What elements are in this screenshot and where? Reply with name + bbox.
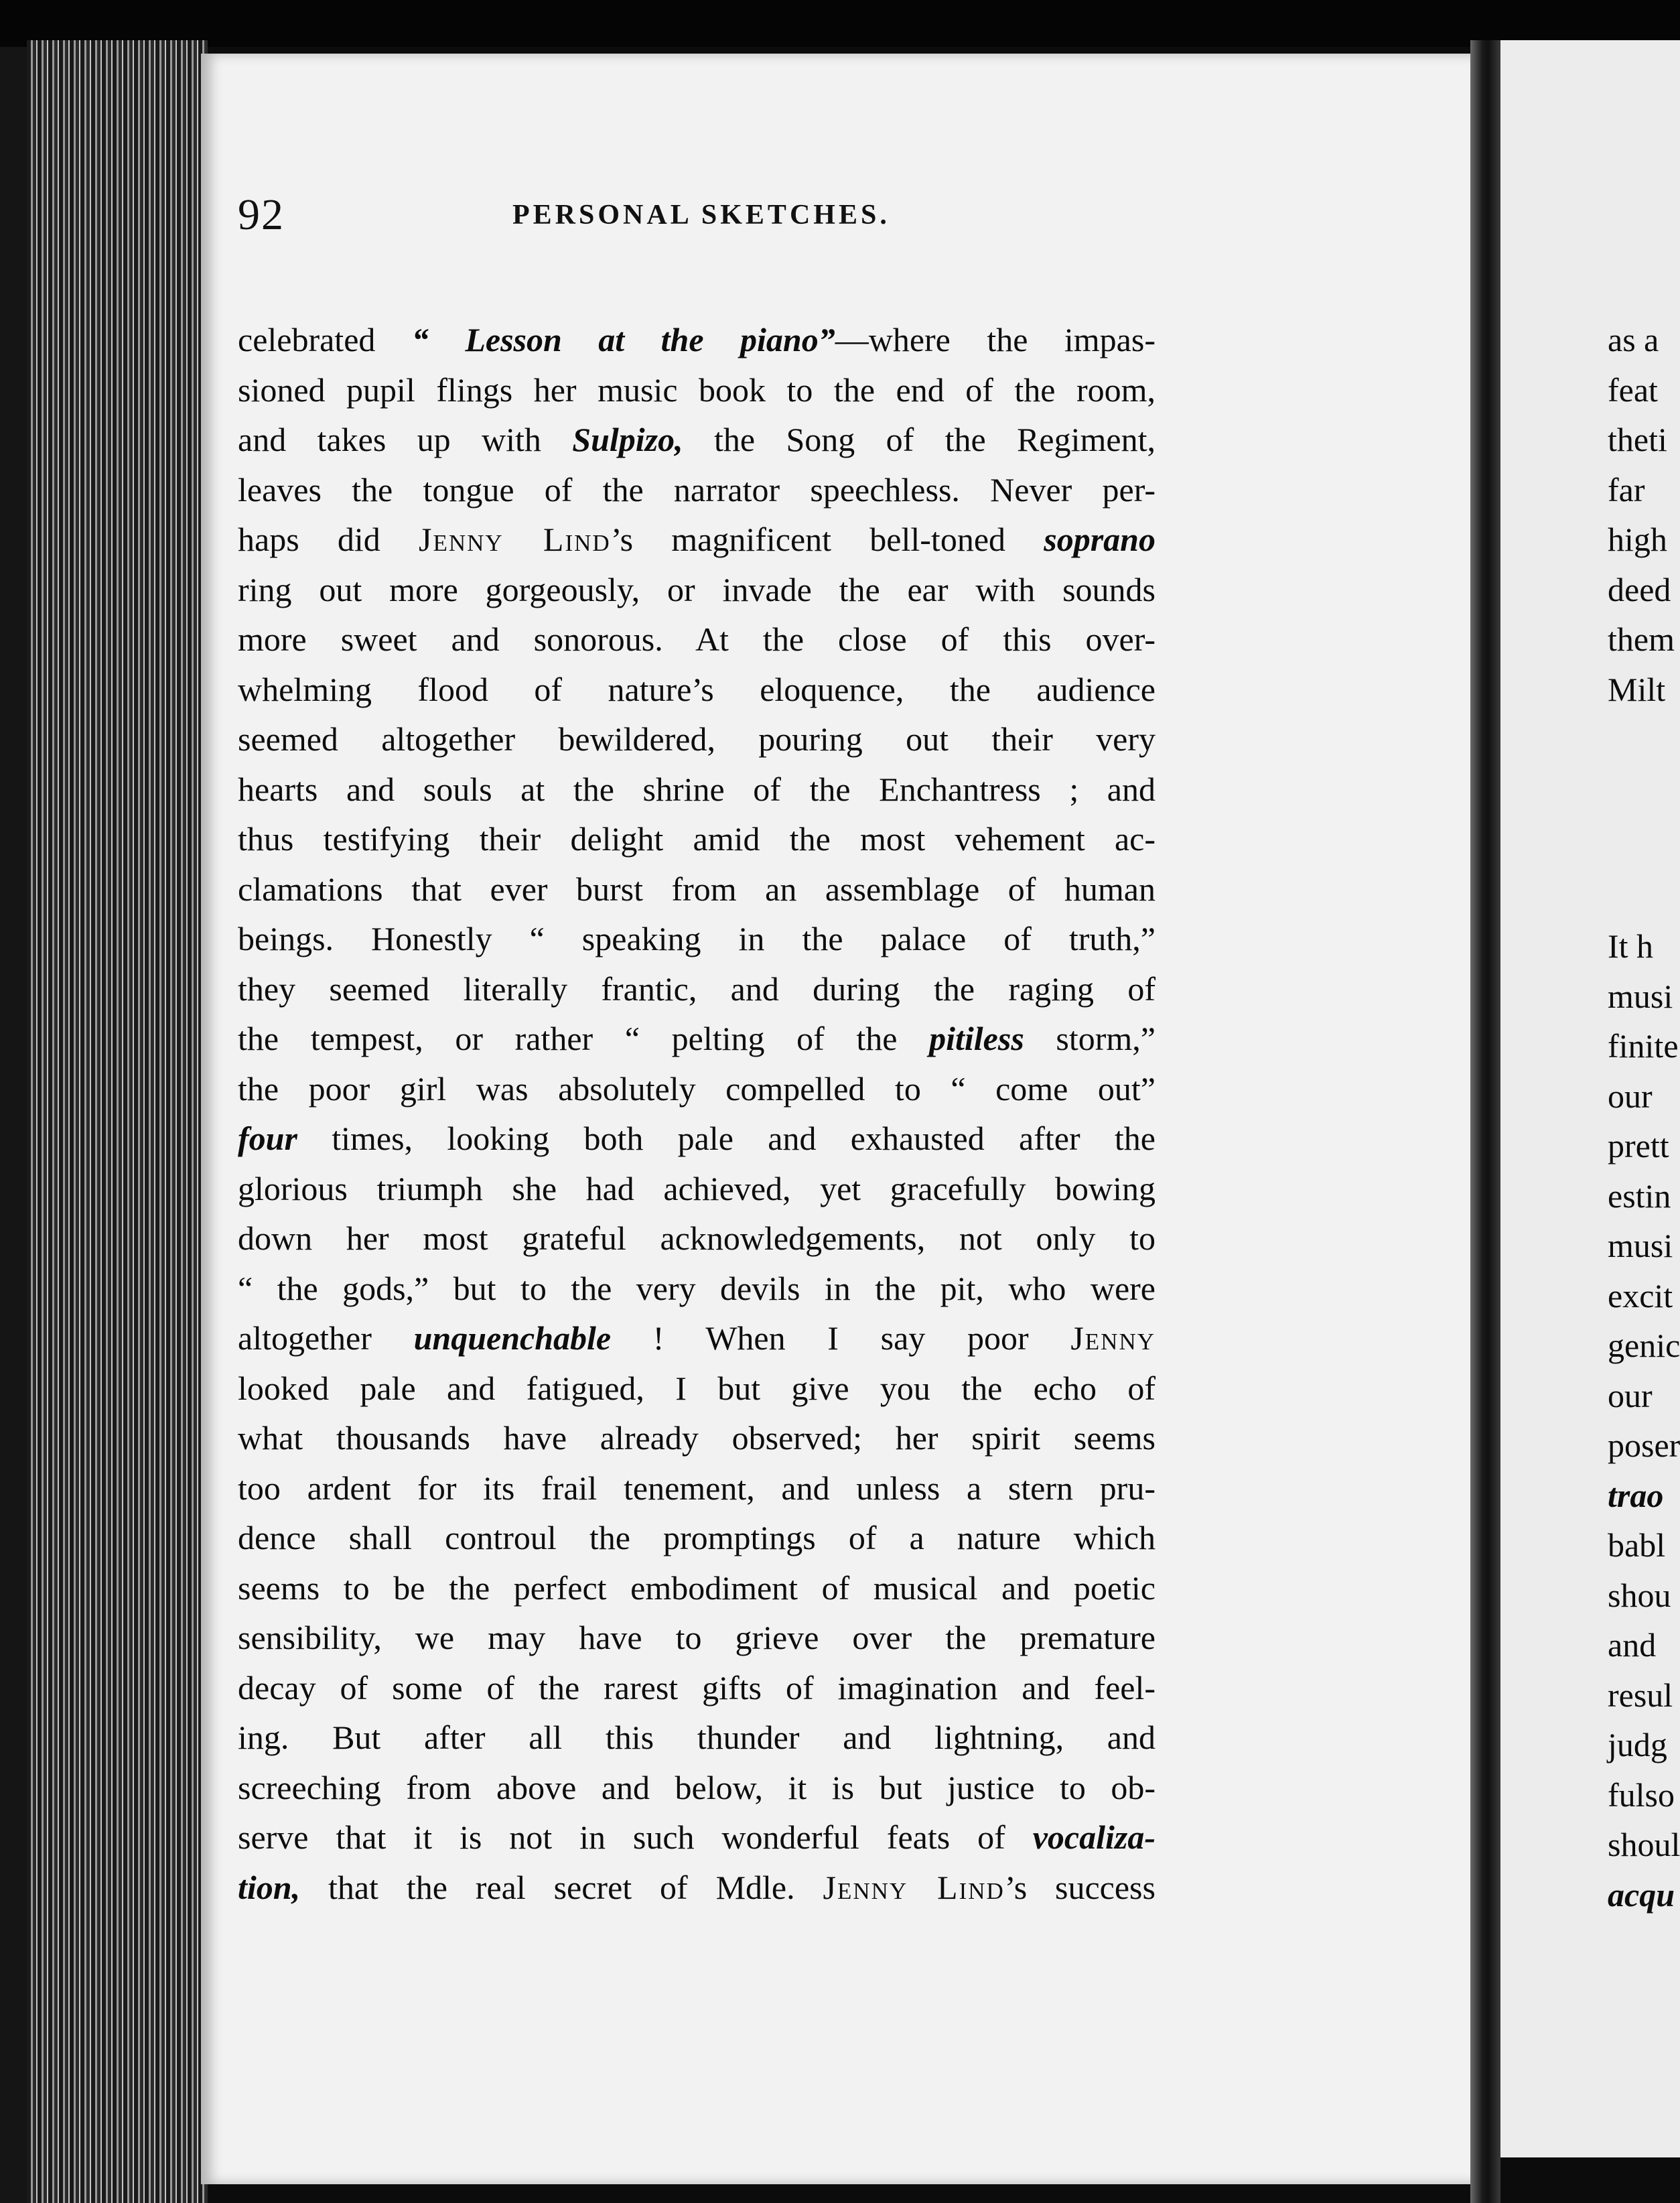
text-segment: thus testifying their delight amid the most vehement ac- xyxy=(238,820,1156,858)
facing-text-line: resul xyxy=(1608,1676,1673,1714)
text-line xyxy=(238,565,1156,615)
facing-text-line: and xyxy=(1608,1626,1657,1664)
text-segment: sioned pupil flings her music book to the end of the room, xyxy=(238,371,1156,409)
text-line xyxy=(238,914,1156,964)
facing-text-line: acqu xyxy=(1608,1875,1675,1914)
text-segment: times, looking both pale and exhausted after the xyxy=(297,1120,1156,1157)
page-header xyxy=(238,190,1176,263)
text-segment: Jenny Lind xyxy=(823,1868,1005,1906)
facing-text-line: musi xyxy=(1608,1227,1673,1264)
body-text xyxy=(238,315,1156,1912)
book-gutter xyxy=(1470,40,1500,2203)
facing-page-text-top xyxy=(1608,315,1675,714)
text-segment: the tempest, or rather “ pelting of the xyxy=(238,1020,930,1057)
text-line xyxy=(238,1213,1156,1264)
text-segment: they seemed literally frantic, and during the raging of xyxy=(238,970,1156,1008)
text-segment: whelming flood of nature’s eloquence, the audience xyxy=(238,670,1156,708)
text-line xyxy=(238,1563,1156,1613)
text-segment: ! When I say poor xyxy=(611,1319,1071,1357)
text-segment: the Song of the Regiment, xyxy=(683,421,1156,458)
text-line xyxy=(238,1014,1156,1064)
text-segment: seemed altogether bewildered, pouring out their very xyxy=(238,720,1156,758)
facing-text-line: judg xyxy=(1608,1726,1667,1763)
facing-text-line: fulso xyxy=(1608,1776,1675,1814)
text-segment: Sulpizo, xyxy=(572,421,683,458)
text-line xyxy=(238,1713,1156,1763)
facing-page-text-bottom xyxy=(1608,921,1680,1920)
text-line xyxy=(238,964,1156,1014)
facing-text-line: feat xyxy=(1608,371,1658,409)
text-segment: clamations that ever burst from an assemblage of human xyxy=(238,870,1156,908)
text-segment: down her most grateful acknowledgements, not only to xyxy=(238,1219,1156,1257)
text-segment: more sweet and sonorous. At the close of this over- xyxy=(238,620,1156,658)
text-segment: tion, xyxy=(238,1868,301,1906)
text-line xyxy=(238,1363,1156,1414)
page-number: 92 xyxy=(238,190,285,239)
text-segment: beings. Honestly “ speaking in the palace of truth,” xyxy=(238,920,1156,957)
text-segment: ’s magnificent bell-toned xyxy=(610,521,1044,558)
text-segment: that the real secret of Mdle. xyxy=(300,1868,823,1906)
facing-text-line: prett xyxy=(1608,1127,1669,1164)
facing-text-line: theti xyxy=(1608,421,1667,458)
text-segment: “ Lesson at the piano” xyxy=(411,321,835,358)
text-segment: glorious triumph she had achieved, yet gracefully bowing xyxy=(238,1169,1156,1207)
text-segment: pitiless xyxy=(929,1020,1024,1057)
text-segment: what thousands have already observed; her spirit seems xyxy=(238,1419,1156,1457)
text-line xyxy=(238,614,1156,665)
text-line xyxy=(238,1613,1156,1663)
facing-text-line: musi xyxy=(1608,977,1673,1015)
running-head: PERSONAL SKETCHES. xyxy=(512,200,890,230)
facing-text-line: genic xyxy=(1608,1327,1680,1364)
text-line xyxy=(238,1114,1156,1164)
facing-text-line: our xyxy=(1608,1077,1653,1115)
text-line xyxy=(238,1763,1156,1813)
text-segment: the poor girl was absolutely compelled to “ come out” xyxy=(238,1069,1156,1108)
facing-text-line: finite xyxy=(1608,1027,1679,1065)
text-line xyxy=(238,864,1156,915)
text-segment: —where the impas- xyxy=(835,321,1156,358)
text-segment: serve that it is not in such wonderful feats of xyxy=(238,1818,1033,1856)
text-line xyxy=(238,1863,1156,1913)
text-line xyxy=(238,315,1156,365)
text-line xyxy=(238,1313,1156,1363)
text-segment: hearts and souls at the shrine of the Enchantress ; and xyxy=(238,770,1156,808)
facing-text-line: trao xyxy=(1608,1476,1664,1514)
facing-text-line: poser xyxy=(1608,1426,1680,1464)
text-line xyxy=(238,1264,1156,1314)
facing-text-line: them xyxy=(1608,620,1675,658)
text-segment: four xyxy=(238,1120,297,1157)
facing-text-line: far xyxy=(1608,470,1645,509)
text-line xyxy=(238,1463,1156,1514)
text-segment: unquenchable xyxy=(413,1319,612,1357)
facing-text-line: high xyxy=(1608,521,1667,558)
text-segment: leaves the tongue of the narrator speechless. Never per- xyxy=(238,470,1156,509)
text-segment: ring out more gorgeously, or invade the ear with sounds xyxy=(238,570,1156,608)
text-line xyxy=(238,465,1156,515)
text-segment: celebrated xyxy=(238,321,412,358)
facing-text-line: It h xyxy=(1608,927,1654,965)
text-line xyxy=(238,1064,1156,1114)
facing-text-line: shou xyxy=(1608,1576,1671,1614)
text-segment: “ the gods,” but to the very devils in the pit, who were xyxy=(238,1269,1156,1307)
text-line xyxy=(238,365,1156,415)
text-segment: ’s success xyxy=(1004,1868,1156,1906)
scan-background xyxy=(0,0,1680,47)
facing-text-line: babl xyxy=(1608,1526,1666,1564)
text-line xyxy=(238,1663,1156,1713)
text-line xyxy=(238,1513,1156,1563)
text-line xyxy=(238,714,1156,764)
text-segment: soprano xyxy=(1044,521,1156,558)
text-segment: storm,” xyxy=(1024,1020,1156,1057)
text-line xyxy=(238,814,1156,864)
text-segment: haps did xyxy=(238,521,419,558)
facing-text-line: estin xyxy=(1608,1177,1671,1215)
text-segment: screeching from above and below, it is but justice to ob- xyxy=(238,1768,1156,1806)
text-line xyxy=(238,515,1156,565)
facing-text-line: Milt xyxy=(1608,670,1666,708)
text-line xyxy=(238,415,1156,465)
text-segment: decay of some of the rarest gifts of imagination and feel- xyxy=(238,1668,1156,1707)
facing-text-line: shoul xyxy=(1608,1826,1680,1863)
text-line xyxy=(238,1413,1156,1463)
page-edges xyxy=(27,40,208,2203)
text-segment: dence shall controul the promptings of a nature which xyxy=(238,1519,1156,1556)
text-segment: Jenny Lind xyxy=(419,521,611,558)
text-line xyxy=(238,1812,1156,1863)
text-segment: ing. But after all this thunder and lightning, and xyxy=(238,1719,1156,1756)
text-line xyxy=(238,764,1156,815)
text-segment: and takes up with xyxy=(238,421,573,458)
facing-text-line: deed xyxy=(1608,570,1671,608)
facing-text-line: our xyxy=(1608,1376,1653,1414)
text-segment: seems to be the perfect embodiment of musical and poetic xyxy=(238,1568,1156,1607)
text-segment: altogether xyxy=(238,1319,414,1357)
text-segment: sensibility, we may have to grieve over the premature xyxy=(238,1619,1156,1656)
text-line xyxy=(238,665,1156,715)
facing-text-line: as a xyxy=(1608,321,1659,358)
facing-text-line: excit xyxy=(1608,1276,1673,1315)
text-segment: Jenny xyxy=(1070,1319,1156,1357)
text-segment: vocaliza- xyxy=(1032,1818,1156,1856)
text-line xyxy=(238,1164,1156,1214)
text-segment: too ardent for its frail tenement, and unless a stern pru- xyxy=(238,1469,1156,1507)
text-segment: looked pale and fatigued, I but give you the echo of xyxy=(238,1369,1156,1407)
